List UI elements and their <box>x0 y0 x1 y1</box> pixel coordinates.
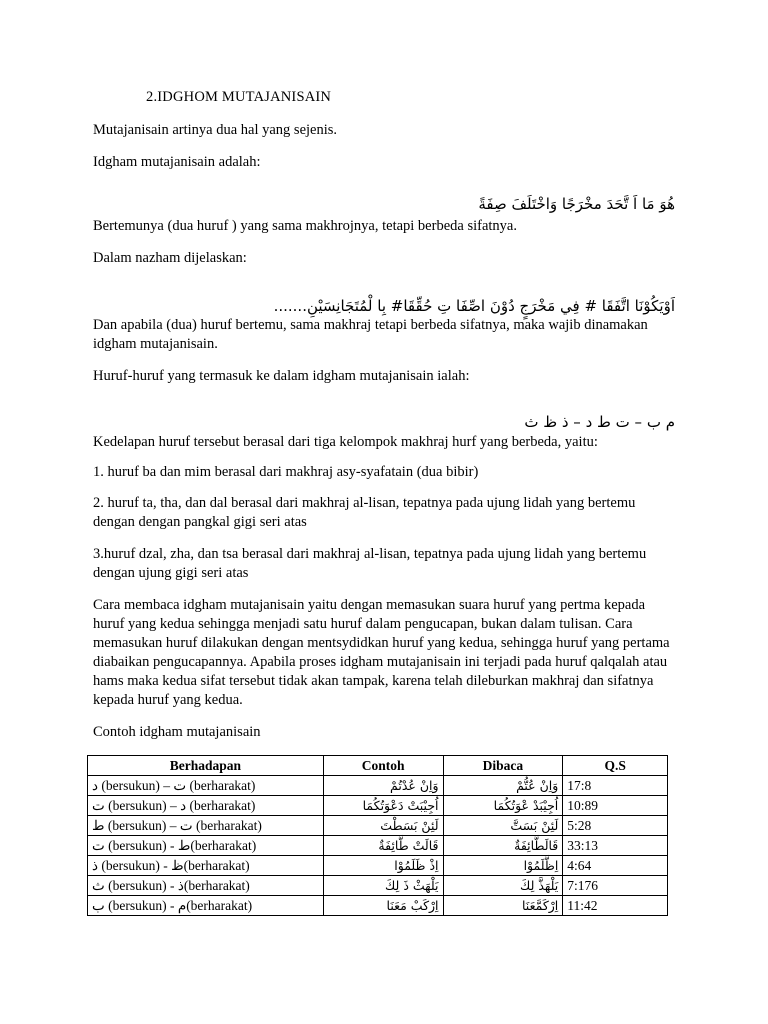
cell-dibaca: اِظَّلَمُوْا <box>443 856 563 876</box>
cell-dibaca: اِرْكَمَّعَنَا <box>443 896 563 916</box>
cell-berhadapan: ذ (bersukun) - ظ(berharakat) <box>88 856 324 876</box>
header-berhadapan: Berhadapan <box>88 756 324 776</box>
cell-contoh: يَلْهَثْ ذَ لِكَ <box>323 876 443 896</box>
cell-berhadapan: ب (bersukun) - م(berharakat) <box>88 896 324 916</box>
cell-qs: 33:13 <box>563 836 668 856</box>
cell-dibaca: لَئِنْ بَسَتَّ <box>443 816 563 836</box>
cell-berhadapan: ط (bersukun) – ت (berharakat) <box>88 816 324 836</box>
cell-contoh: لَئِنْ بَسَطْتَ <box>323 816 443 836</box>
arabic-nazham: اَوْيَكُوْنَا اتَّفَقَا # فِي مَخْرَجٍ دُوْنَ اصِّفَا تِ حُقِّقَا# بِا لْمُتَجَانِسَيْنِ....... <box>273 297 675 315</box>
paragraph-definition-meaning: Mutajanisain artinya dua hal yang sejenis. <box>93 122 338 138</box>
cell-contoh: اِذْ ظَلَمُوْا <box>323 856 443 876</box>
paragraph-letters-intro: Huruf-huruf yang termasuk ke dalam idgham mutajanisain ialah: <box>93 368 470 384</box>
cell-qs: 4:64 <box>563 856 668 876</box>
cell-berhadapan: ت (bersukun) - ط(berharakat) <box>88 836 324 856</box>
cell-berhadapan: ث (bersukun) - ذ(berharakat) <box>88 876 324 896</box>
paragraph-reading-method: Cara membaca idgham mutajanisain yaitu dengan memasukan suara huruf yang pertma kepada huruf yang kedua sehingga menjadi satu huruf dalam pengucapan, bukan dalam tulisan. Cara memasukan huruf dilakukan dengan mentsydidkan huruf yang kedua, sehingga huruf yang pertama diabaikan pengucapannya. Apabila proses idgham mutajanisain ini terjadi pada huruf qalqalah atau hams maka kedua sifat tersebut tidak akan tampak, karena telah dileburkan makhraj dan sifatnya kepada huruf yang kedua. <box>93 597 670 708</box>
paragraph-group-3: 3.huruf dzal, zha, dan tsa berasal dari makhraj al-lisan, tepatnya pada ujung lidah yang bertemu dengan ujung gigi seri atas <box>93 546 647 581</box>
paragraph-examples-intro: Contoh idgham mutajanisain <box>93 724 261 740</box>
paragraph-explanation: Dan apabila (dua) huruf bertemu, sama makhraj tetapi berbeda sifatnya, maka wajib dinamakan idgham mutajanisain. <box>93 317 648 352</box>
table-row <box>88 796 668 816</box>
header-contoh: Contoh <box>323 756 443 776</box>
paragraph-group-1: 1. huruf ba dan mim berasal dari makhraj asy-syafatain (dua bibir) <box>93 464 479 480</box>
paragraph-group-2: 2. huruf ta, tha, dan dal berasal dari makhraj al-lisan, tepatnya pada ujung lidah yang bertemu dengan dengan pangkal gigi seri atas <box>93 495 636 530</box>
section-title: 2.IDGHOM MUTAJANISAIN <box>146 89 332 105</box>
table-row <box>88 896 668 916</box>
cell-dibaca: اُجِيْبَدْ عْوَتُكُمَا <box>443 796 563 816</box>
cell-berhadapan: ت (bersukun) – د (berharakat) <box>88 796 324 816</box>
cell-dibaca: قَالَطَّائِفَةٌ <box>443 836 563 856</box>
cell-dibaca: يَلْهَذَّ لِكَ <box>443 876 563 896</box>
cell-qs: 11:42 <box>563 896 668 916</box>
paragraph-meaning: Bertemunya (dua huruf ) yang sama makhrojnya, tetapi berbeda sifatnya. <box>93 218 517 234</box>
table-header-row <box>88 756 668 776</box>
paragraph-groups-intro: Kedelapan huruf tersebut berasal dari tiga kelompok makhraj hurf yang berbeda, yaitu: <box>93 434 598 450</box>
paragraph-nazham-intro: Dalam nazham dijelaskan: <box>93 250 247 266</box>
table-row <box>88 816 668 836</box>
examples-table <box>87 755 668 916</box>
arabic-definition: هُوَ مَا اَ تَّحَدَ مخْرَجًا وَاخْتَلَفَ صِفَةً <box>478 195 675 213</box>
table-row <box>88 776 668 796</box>
cell-contoh: وَاِنْ عُدْتُمْ <box>323 776 443 796</box>
cell-contoh: اِرْكَبْ مَعَنَا <box>323 896 443 916</box>
table-row <box>88 856 668 876</box>
cell-contoh: اُجِيْبَتْ دَعْوَتُكُمَا <box>323 796 443 816</box>
header-dibaca: Dibaca <box>443 756 563 776</box>
arabic-letters: م ب – ت ط د – ذ ظ ث <box>524 413 675 431</box>
cell-qs: 7:176 <box>563 876 668 896</box>
cell-qs: 10:89 <box>563 796 668 816</box>
table-row <box>88 836 668 856</box>
cell-qs: 5:28 <box>563 816 668 836</box>
cell-contoh: قَالَتْ طَّائِفَةٌ <box>323 836 443 856</box>
cell-dibaca: وَاِنْ عُتُّمْ <box>443 776 563 796</box>
paragraph-definition-intro: Idgham mutajanisain adalah: <box>93 154 261 170</box>
table-row <box>88 876 668 896</box>
header-qs: Q.S <box>563 756 668 776</box>
cell-berhadapan: د (bersukun) – ت (berharakat) <box>88 776 324 796</box>
cell-qs: 17:8 <box>563 776 668 796</box>
